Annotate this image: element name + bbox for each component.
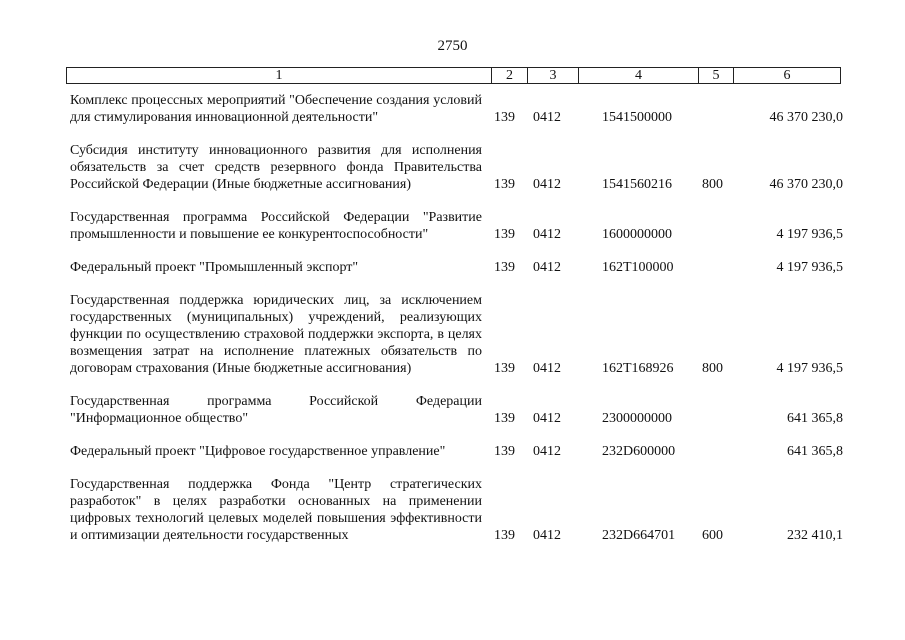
table-row (70, 443, 845, 460)
table-row (70, 92, 845, 126)
row-section-code: 0412 (533, 361, 561, 376)
row-section-code: 0412 (533, 227, 561, 242)
table-body (70, 92, 845, 560)
row-expense-type: 600 (702, 528, 723, 543)
row-ministry-code: 139 (494, 444, 515, 459)
table-row (70, 259, 845, 276)
row-target-code: 232D664701 (602, 528, 676, 543)
row-description: Комплекс процессных мероприятий "Обеспечение создания условий для стимулирования инновационной деятельности" (70, 93, 482, 125)
table-row (70, 393, 845, 427)
page-number: 2750 (437, 38, 468, 54)
table-row (70, 292, 845, 377)
row-description: Государственная поддержка юридических лиц, за исключением государственных (муниципальных) учреждений, реализующих функции по осуществлению страховой поддержки экспорта, в целях возмещения затрат на исполнение платежных обязательств по договорам страхования (Иные бюджетные ассигнования) (70, 293, 482, 376)
row-target-code: 162Т168926 (602, 361, 674, 376)
header-col-1: 1 (275, 68, 283, 83)
row-description: Федеральный проект "Цифровое государственное управление" (70, 444, 446, 459)
row-ministry-code: 139 (494, 260, 515, 275)
row-amount: 46 370 230,0 (769, 110, 843, 125)
table-row (70, 209, 845, 243)
row-section-code: 0412 (533, 260, 561, 275)
row-amount: 4 197 936,5 (776, 260, 843, 275)
row-section-code: 0412 (533, 110, 561, 125)
row-description: Субсидия институту инновационного развития для исполнения обязательств за счет средств резервного фонда Правительства Российской Федерации (Иные бюджетные ассигнования) (70, 143, 482, 192)
row-expense-type: 800 (702, 177, 723, 192)
row-ministry-code: 139 (494, 411, 515, 426)
row-description: Государственная поддержка Фонда "Центр стратегических разработок" в целях разработки основанных на применении цифровых технологий целевых моделей повышения эффективности и оптимизации деятельности государственных (70, 477, 482, 543)
header-col-2: 2 (491, 68, 527, 83)
row-expense-type: 800 (702, 361, 723, 376)
header-col-5: 5 (698, 68, 733, 83)
row-ministry-code: 139 (494, 177, 515, 192)
row-amount: 232 410,1 (787, 528, 843, 543)
row-description: Государственная программа Российской Федерации "Развитие промышленности и повышение ее конкурентоспособности" (70, 210, 482, 242)
row-section-code: 0412 (533, 411, 561, 426)
row-amount: 641 365,8 (787, 411, 843, 426)
row-ministry-code: 139 (494, 528, 515, 543)
row-section-code: 0412 (533, 528, 561, 543)
row-target-code: 1600000000 (602, 227, 672, 242)
row-target-code: 1541500000 (602, 110, 672, 125)
row-amount: 46 370 230,0 (769, 177, 843, 192)
row-target-code: 162Т100000 (602, 260, 674, 275)
header-col-4: 4 (578, 68, 698, 83)
row-ministry-code: 139 (494, 227, 515, 242)
row-amount: 4 197 936,5 (776, 227, 843, 242)
header-col-6: 6 (733, 68, 840, 83)
row-target-code: 2300000000 (602, 411, 672, 426)
row-description: Федеральный проект "Промышленный экспорт" (70, 260, 359, 275)
row-ministry-code: 139 (494, 110, 515, 125)
row-ministry-code: 139 (494, 361, 515, 376)
row-target-code: 232D600000 (602, 444, 676, 459)
row-section-code: 0412 (533, 177, 561, 192)
table-row (70, 476, 845, 544)
row-amount: 641 365,8 (787, 444, 843, 459)
row-target-code: 1541560216 (602, 177, 672, 192)
table-header (66, 67, 841, 84)
table-row (70, 142, 845, 193)
row-description: Государственная программа Российской Федерации "Информационное общество" (70, 394, 482, 426)
row-section-code: 0412 (533, 444, 561, 459)
header-col-3: 3 (527, 68, 578, 83)
row-amount: 4 197 936,5 (776, 361, 843, 376)
